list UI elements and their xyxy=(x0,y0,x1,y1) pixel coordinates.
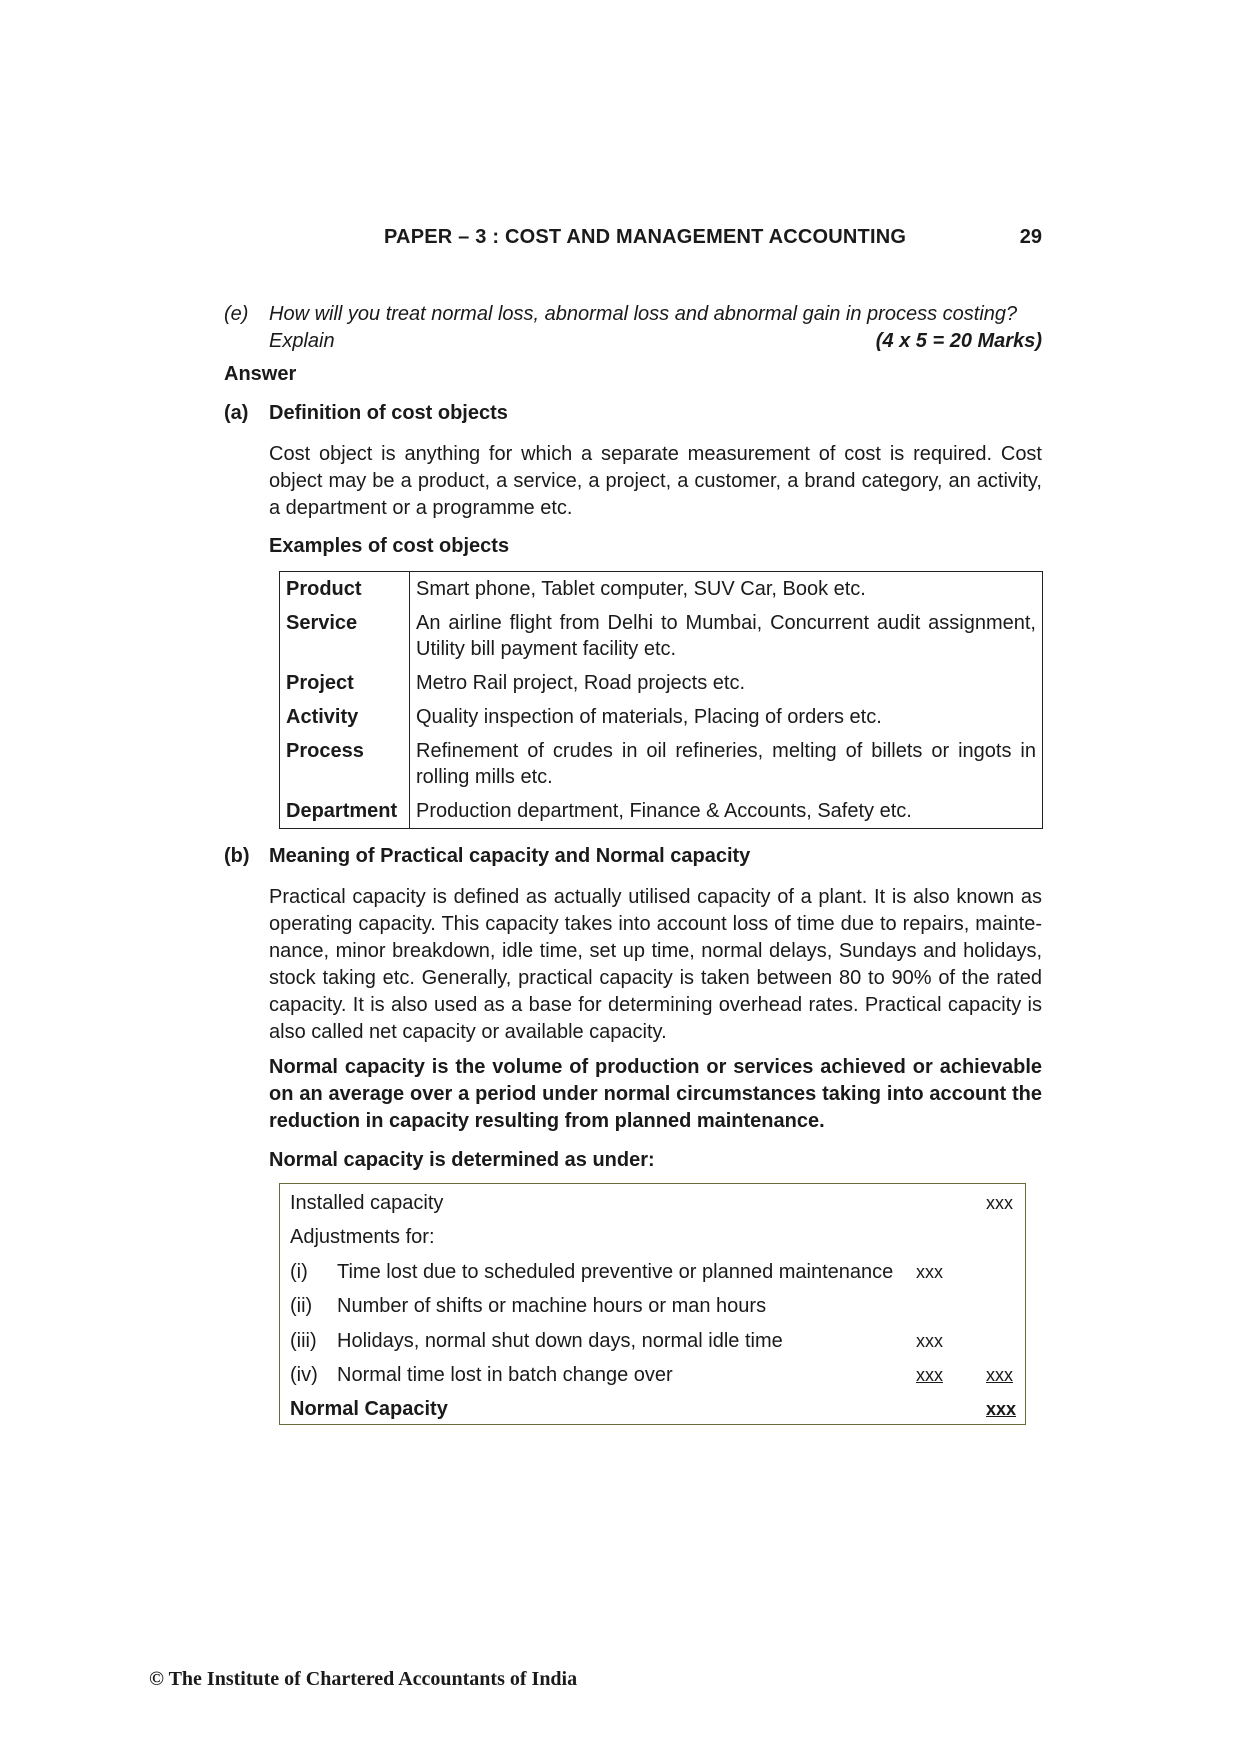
copyright-footer: © The Institute of Chartered Accountants of India xyxy=(149,1668,578,1690)
adjustment-number: (i) xyxy=(290,1261,308,1283)
page-number: 29 xyxy=(1019,226,1042,248)
adjustments-label: Adjustments for: xyxy=(290,1226,435,1248)
adjustment-total: xxx xyxy=(986,1365,1013,1385)
table-row xyxy=(280,734,1043,794)
determined-heading: Normal capacity is determined as under: xyxy=(269,1149,655,1171)
adjustment-row xyxy=(290,1326,1015,1356)
adjustment-row xyxy=(290,1360,1015,1390)
normal-capacity-value: xxx xyxy=(986,1399,1017,1419)
cost-object-value: An airline flight from Delhi to Mumbai, Concurrent audit assignment, Utility bill payment facility etc. xyxy=(416,612,1036,660)
table-row xyxy=(280,606,1043,666)
paper-title: PAPER – 3 : COST AND MANAGEMENT ACCOUNTING xyxy=(384,226,907,248)
adjustment-number: (iii) xyxy=(290,1330,317,1352)
cost-object-key: Service xyxy=(280,606,410,666)
normal-capacity-table xyxy=(279,1183,1026,1425)
cost-object-key: Project xyxy=(280,666,410,700)
table-row xyxy=(280,700,1043,734)
examples-heading: Examples of cost objects xyxy=(269,535,510,557)
adjustment-number: (ii) xyxy=(290,1295,313,1317)
installed-capacity-label: Installed capacity xyxy=(290,1192,444,1214)
question-marks: (4 x 5 = 20 Marks) xyxy=(875,330,1042,352)
cost-objects-table xyxy=(279,571,1043,829)
cost-object-value: Production department, Finance & Accounts, Safety etc. xyxy=(416,800,912,822)
table-row xyxy=(280,666,1043,700)
cost-object-value: Quality inspection of materials, Placing of orders etc. xyxy=(416,706,882,728)
adjustment-label: Time lost due to scheduled preventive or planned maintenance xyxy=(337,1261,894,1283)
adjustment-label: Normal time lost in batch change over xyxy=(337,1364,673,1386)
section-a-label: (a) xyxy=(224,402,249,424)
installed-capacity-value: xxx xyxy=(986,1193,1013,1213)
section-a-paragraph: Cost object is anything for which a separate measurement of cost is required. Cost object may be a product, a service, a project, a customer, a brand category, an activity, a department or a programme etc. xyxy=(269,443,1042,519)
normal-capacity-row xyxy=(290,1394,1015,1424)
question-label: (e) xyxy=(224,303,249,325)
practical-capacity-paragraph: Practical capacity is defined as actually utilised capacity of a plant. It is also known as operating capacity. This capacity takes into account loss of time due to repairs, mainte-nance, minor breakdown, idle time, set up time, normal delays, Sundays and holidays, stock taking etc. Generally, practical capacity is taken between 80 to 90% of the rated capacity. It is also used as a base for determining overhead rates. Practical capacity is also called net capacity or available capacity. xyxy=(269,886,1042,1043)
adjustment-label: Holidays, normal shut down days, normal idle time xyxy=(337,1330,783,1352)
cost-object-key: Process xyxy=(280,734,410,794)
installed-capacity-row xyxy=(290,1188,1015,1218)
adjustment-amount: xxx xyxy=(916,1262,943,1282)
cost-object-key: Department xyxy=(280,794,410,829)
adjustments-row xyxy=(290,1222,1015,1252)
adjustment-number: (iv) xyxy=(290,1364,318,1386)
page-header xyxy=(224,226,1042,254)
section-b-heading: Meaning of Practical capacity and Normal capacity xyxy=(269,845,751,867)
section-b-label: (b) xyxy=(224,845,250,867)
question-text-continued: Explain xyxy=(269,330,335,352)
section-a-heading: Definition of cost objects xyxy=(269,402,508,424)
cost-object-value: Metro Rail project, Road projects etc. xyxy=(416,672,746,694)
adjustment-amount: xxx xyxy=(916,1365,943,1385)
adjustment-amount: xxx xyxy=(916,1331,943,1351)
cost-object-key: Product xyxy=(280,572,410,607)
cost-object-key: Activity xyxy=(280,700,410,734)
question-e xyxy=(224,301,1042,355)
cost-object-value: Refinement of crudes in oil refineries, melting of billets or ingots in rolling mills etc. xyxy=(416,740,1036,788)
adjustment-row xyxy=(290,1257,1015,1287)
question-marks-line xyxy=(269,328,1042,355)
answer-heading: Answer xyxy=(224,363,297,385)
normal-capacity-label: Normal Capacity xyxy=(290,1398,448,1420)
table-row xyxy=(280,572,1043,607)
table-row xyxy=(280,794,1043,829)
question-text: How will you treat normal loss, abnormal loss and abnormal gain in process costing? xyxy=(269,303,1018,325)
cost-object-value: Smart phone, Tablet computer, SUV Car, Book etc. xyxy=(416,578,866,600)
adjustment-label: Number of shifts or machine hours or man hours xyxy=(337,1295,767,1317)
adjustment-row xyxy=(290,1291,1015,1321)
normal-capacity-paragraph: Normal capacity is the volume of production or services achieved or achievable on an average over a period under normal circumstances taking into account the reduction in capacity resulting from planned maintenance. xyxy=(269,1056,1042,1132)
